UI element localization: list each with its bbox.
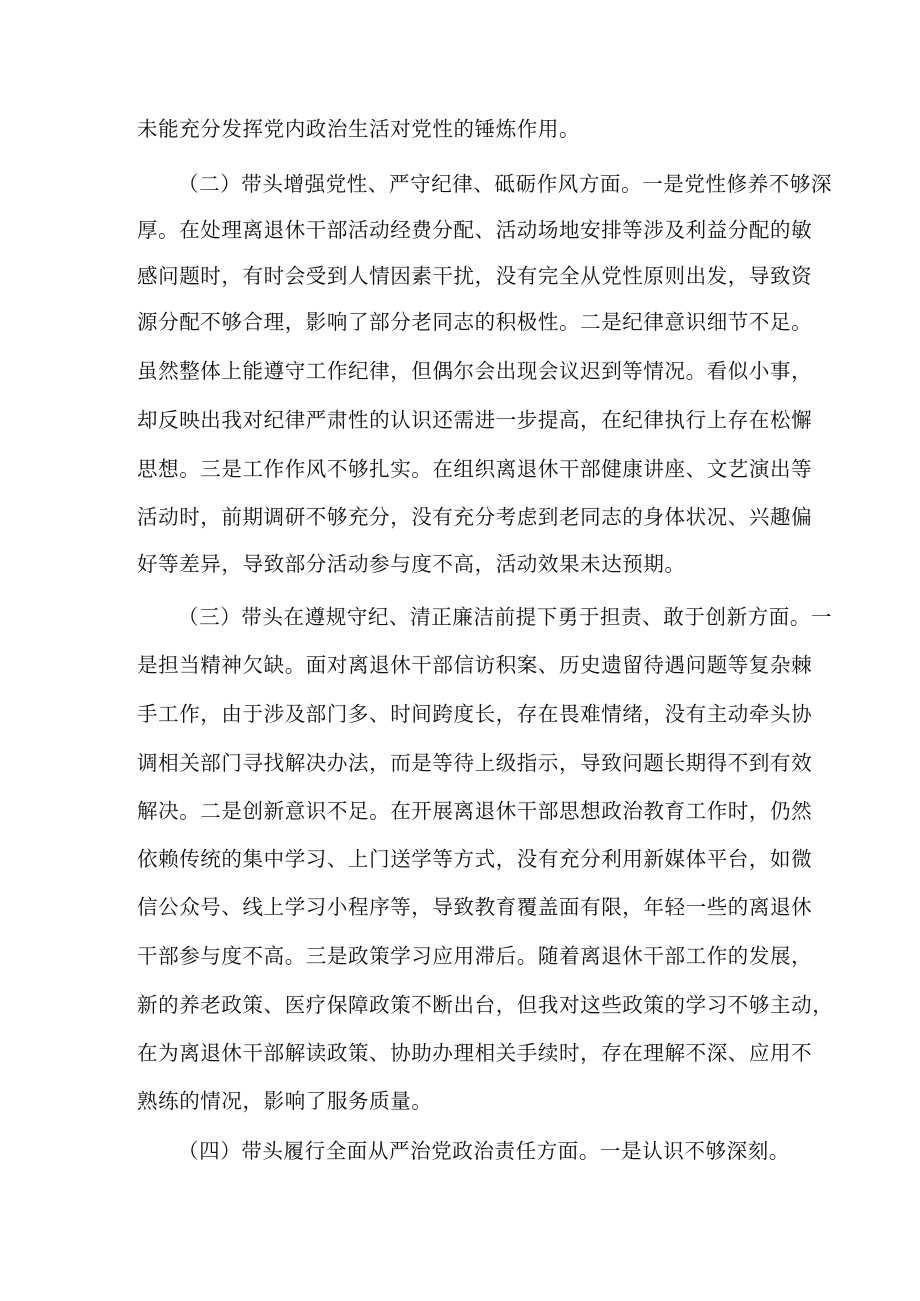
text-line: 未能充分发挥党内政治生活对党性的锤炼作用。 (137, 117, 581, 141)
text-line: 感问题时，有时会受到人情因素干扰，没有完全从党性原则出发，导致资 (137, 264, 813, 288)
text-line: 思想。三是工作作风不够扎实。在组织离退休干部健康讲座、文艺演出等 (137, 457, 813, 481)
text-line: 新的养老政策、医疗保障政策不断出台，但我对这些政策的学习不够主动， (137, 993, 834, 1017)
text-line: 熟练的情况，影响了服务质量。 (137, 1089, 433, 1113)
text-line: 好等差异，导致部分活动参与度不高，活动效果未达预期。 (137, 552, 686, 576)
text-line: （三）带头在遵规守纪、清正廉洁前提下勇于担责、敢于创新方面。一 (178, 605, 833, 629)
text-line: 依赖传统的集中学习、上门送学等方式，没有充分利用新媒体平台，如微 (137, 847, 813, 871)
text-line: 源分配不够合理，影响了部分老同志的积极性。二是纪律意识细节不足。 (137, 310, 813, 334)
text-line: 却反映出我对纪律严肃性的认识还需进一步提高，在纪律执行上存在松懈 (137, 408, 813, 432)
text-line: （四）带头履行全面从严治党政治责任方面。一是认识不够深刻。 (178, 1139, 790, 1163)
text-line: 干部参与度不高。三是政策学习应用滞后。随着离退休干部工作的发展， (137, 944, 813, 968)
text-line: 活动时，前期调研不够充分，没有充分考虑到老同志的身体状况、兴趣偏 (137, 505, 813, 529)
text-line: 在为离退休干部解读政策、协助办理相关手续时，存在理解不深、应用不 (137, 1041, 813, 1065)
text-line: 是担当精神欠缺。面对离退休干部信访积案、历史遗留待遇问题等复杂棘 (137, 653, 813, 677)
text-line: 手工作，由于涉及部门多、时间跨度长，存在畏难情绪，没有主动牵头协 (137, 702, 813, 726)
text-line: 厚。在处理离退休干部活动经费分配、活动场地安排等涉及利益分配的敏 (137, 218, 813, 242)
text-line: 解决。二是创新意识不足。在开展离退休干部思想政治教育工作时，仍然 (137, 799, 813, 823)
text-line: 虽然整体上能遵守工作纪律，但偶尔会出现会议迟到等情况。看似小事， (137, 359, 813, 383)
text-line: 信公众号、线上学习小程序等，导致教育覆盖面有限，年轻一些的离退休 (137, 895, 813, 919)
text-line: （二）带头增强党性、严守纪律、砥砺作风方面。一是党性修养不够深 (178, 172, 833, 196)
text-line: 调相关部门寻找解决办法，而是等待上级指示，导致问题长期得不到有效 (137, 751, 813, 775)
